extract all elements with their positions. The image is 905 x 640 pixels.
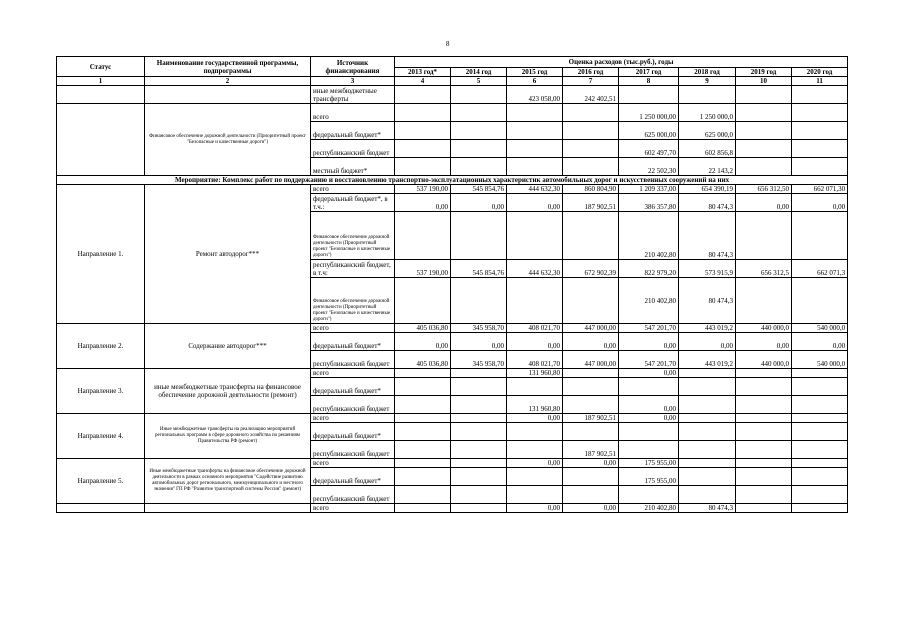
value-cell [736, 486, 792, 504]
value-cell: 545 854,76 [451, 185, 507, 194]
status-cell: Направление 4. [57, 414, 145, 459]
value-cell [395, 278, 451, 324]
budget-table [56, 56, 848, 513]
value-cell: 0,00 [619, 414, 679, 423]
value-cell: 537 190,00 [395, 260, 451, 278]
status-cell: Направление 1. [57, 185, 145, 324]
value-cell: 602 856,8 [679, 140, 736, 158]
value-cell: 654 390,19 [679, 185, 736, 194]
status-cell: Направление 3. [57, 369, 145, 414]
header-program: Наименование государственной программы, подпрограммы [145, 57, 311, 77]
source-cell: республиканский бюджет [311, 351, 395, 369]
value-cell [792, 414, 848, 423]
value-cell: 0,00 [792, 333, 848, 351]
value-cell [395, 369, 451, 378]
value-cell: 187 902,51 [563, 194, 619, 212]
table-row [57, 86, 848, 104]
table-row [57, 324, 848, 333]
value-cell [736, 378, 792, 396]
source-cell: всего [311, 324, 395, 333]
value-cell [563, 122, 619, 140]
value-cell [736, 468, 792, 486]
source-cell: всего [311, 459, 395, 468]
value-cell [792, 378, 848, 396]
value-cell [395, 212, 451, 260]
status-cell: Направление 5. [57, 459, 145, 504]
value-cell [736, 86, 792, 104]
value-cell: 0,00 [507, 504, 563, 513]
value-cell [619, 86, 679, 104]
value-cell: 131 960,80 [507, 369, 563, 378]
value-cell [563, 369, 619, 378]
value-cell: 175 955,00 [619, 468, 679, 486]
program-name: Иные межбюджетные трансферты на финансовое обеспечение дорожной деятельности в рамках основного мероприятия "Содействие развитию автомобильных дорог регионального, межмуниципального и местного значения" ГП РФ "Развитие транспортной системы России" (ремонт) [145, 459, 311, 504]
value-cell [395, 468, 451, 486]
value-cell [563, 278, 619, 324]
value-cell [792, 122, 848, 140]
value-cell [395, 396, 451, 414]
value-cell [507, 158, 563, 176]
value-cell [451, 459, 507, 468]
value-cell: 444 632,30 [507, 260, 563, 278]
value-cell [736, 104, 792, 122]
value-cell: 443 019,2 [679, 351, 736, 369]
header-year: 2013 год* [395, 68, 451, 77]
value-cell [619, 486, 679, 504]
value-cell [451, 122, 507, 140]
program-name: Финансовое обеспечение дорожной деятельности (Приоритетный проект "Безопасные и качественные дороги") [145, 104, 311, 176]
value-cell: 80 474,3 [679, 212, 736, 260]
value-cell [395, 140, 451, 158]
value-cell: 210 402,80 [619, 212, 679, 260]
value-cell [679, 414, 736, 423]
value-cell: 22 502,30 [619, 158, 679, 176]
value-cell [736, 459, 792, 468]
value-cell [451, 140, 507, 158]
value-cell [736, 122, 792, 140]
value-cell [395, 504, 451, 513]
value-cell [736, 212, 792, 260]
value-cell: 447 000,00 [563, 351, 619, 369]
value-cell: 0,00 [395, 194, 451, 212]
value-cell: 0,00 [679, 333, 736, 351]
col-number: 4 [395, 77, 451, 86]
table-row [57, 459, 848, 468]
value-cell: 242 402,51 [563, 86, 619, 104]
source-cell: всего [311, 185, 395, 194]
header-year: 2015 год [507, 68, 563, 77]
value-cell [451, 486, 507, 504]
value-cell [792, 86, 848, 104]
value-cell [451, 378, 507, 396]
value-cell [736, 278, 792, 324]
value-cell [507, 423, 563, 441]
table-row [57, 504, 848, 513]
value-cell [507, 468, 563, 486]
value-cell: 440 000,0 [736, 324, 792, 333]
value-cell: 408 021,70 [507, 324, 563, 333]
value-cell [451, 158, 507, 176]
header-year: 2014 год [451, 68, 507, 77]
value-cell [792, 104, 848, 122]
source-cell: федеральный бюджет*, в т.ч.: [311, 194, 395, 212]
value-cell: 822 979,20 [619, 260, 679, 278]
value-cell [792, 459, 848, 468]
value-cell [792, 396, 848, 414]
value-cell [792, 278, 848, 324]
value-cell [451, 212, 507, 260]
value-cell [451, 423, 507, 441]
value-cell: 1 209 337,00 [619, 185, 679, 194]
source-cell: республиканский бюджет [311, 396, 395, 414]
value-cell: 175 955,00 [619, 459, 679, 468]
source-cell: федеральный бюджет* [311, 378, 395, 396]
value-cell [395, 486, 451, 504]
source-cell: федеральный бюджет* [311, 423, 395, 441]
value-cell: 443 019,2 [679, 324, 736, 333]
table-row [57, 369, 848, 378]
value-cell: 0,00 [736, 333, 792, 351]
value-cell: 210 402,80 [619, 504, 679, 513]
value-cell: 444 632,30 [507, 185, 563, 194]
value-cell: 187 902,51 [563, 414, 619, 423]
program-name: Содержание автодорог*** [145, 324, 311, 369]
value-cell [792, 486, 848, 504]
value-cell [792, 423, 848, 441]
value-cell: 0,00 [507, 414, 563, 423]
value-cell [395, 122, 451, 140]
value-cell [507, 104, 563, 122]
col-number: 2 [145, 77, 311, 86]
value-cell: 187 902,51 [563, 441, 619, 459]
header-estimate: Оценка расходов (тыс.руб.), годы [395, 57, 848, 68]
source-cell: иные межбюджетные трансферты [311, 86, 395, 104]
value-cell [451, 396, 507, 414]
value-cell [736, 140, 792, 158]
value-cell [507, 212, 563, 260]
value-cell: 345 958,70 [451, 324, 507, 333]
value-cell [563, 468, 619, 486]
value-cell: 602 497,70 [619, 140, 679, 158]
value-cell: 860 804,90 [563, 185, 619, 194]
value-cell [679, 86, 736, 104]
program-name: иные межбюджетные трансферты на финансовое обеспечение дорожной деятельности (ремонт) [145, 369, 311, 414]
value-cell: 0,00 [507, 194, 563, 212]
value-cell [736, 441, 792, 459]
value-cell: 0,00 [507, 333, 563, 351]
value-cell [563, 378, 619, 396]
value-cell [679, 459, 736, 468]
value-cell [736, 504, 792, 513]
source-cell: Финансовое обеспечение дорожной деятельности (Приоритетный проект "Безопасные и качественные дороги") [311, 278, 395, 324]
source-cell: республиканский бюджет [311, 486, 395, 504]
value-cell: 80 474,3 [679, 278, 736, 324]
source-cell: республиканский бюджет, в т.ч: [311, 260, 395, 278]
header-source: Источник финансирования [311, 57, 395, 77]
value-cell [563, 140, 619, 158]
value-cell [395, 158, 451, 176]
source-cell: республиканский бюджет [311, 441, 395, 459]
value-cell: 210 402,80 [619, 278, 679, 324]
value-cell: 656 312,5 [736, 260, 792, 278]
source-cell: всего [311, 104, 395, 122]
value-cell: 0,00 [451, 194, 507, 212]
value-cell: 656 312,50 [736, 185, 792, 194]
value-cell [507, 378, 563, 396]
value-cell [395, 441, 451, 459]
value-cell [736, 414, 792, 423]
value-cell [679, 396, 736, 414]
page-number: 8 [446, 40, 450, 48]
col-number: 8 [619, 77, 679, 86]
value-cell [451, 468, 507, 486]
value-cell: 386 357,80 [619, 194, 679, 212]
header-status: Статус [57, 57, 145, 77]
value-cell [736, 396, 792, 414]
program-name: Иные межбюджетные трансферты на реализацию мероприятий региональных программ в сфере дорожного хозяйства по решениям Правительства РФ (ремонт) [145, 414, 311, 459]
value-cell: 0,00 [451, 333, 507, 351]
value-cell [507, 140, 563, 158]
value-cell: 672 902,39 [563, 260, 619, 278]
value-cell: 1 250 000,0 [679, 104, 736, 122]
value-cell: 405 036,80 [395, 351, 451, 369]
source-cell: всего [311, 369, 395, 378]
value-cell [395, 378, 451, 396]
value-cell [451, 278, 507, 324]
value-cell [451, 369, 507, 378]
value-cell: 0,00 [563, 459, 619, 468]
value-cell [679, 369, 736, 378]
value-cell: 662 071,30 [792, 185, 848, 194]
status-cell: Направление 2. [57, 324, 145, 369]
value-cell: 22 143,2 [679, 158, 736, 176]
col-number: 9 [679, 77, 736, 86]
event-row [57, 176, 848, 185]
header-year: 2018 год [679, 68, 736, 77]
value-cell [792, 441, 848, 459]
value-cell: 662 071,3 [792, 260, 848, 278]
value-cell: 547 201,70 [619, 324, 679, 333]
value-cell [736, 423, 792, 441]
value-cell [792, 140, 848, 158]
col-number: 5 [451, 77, 507, 86]
value-cell [451, 441, 507, 459]
value-cell: 80 474,3 [679, 504, 736, 513]
value-cell: 405 036,80 [395, 324, 451, 333]
value-cell [792, 158, 848, 176]
source-cell: местный бюджет* [311, 158, 395, 176]
value-cell [563, 158, 619, 176]
value-cell [563, 423, 619, 441]
value-cell: 440 000,0 [736, 351, 792, 369]
header-year: 2020 год [792, 68, 848, 77]
value-cell [395, 86, 451, 104]
table-row [57, 414, 848, 423]
value-cell: 0,00 [395, 333, 451, 351]
header-year: 2016 год [563, 68, 619, 77]
value-cell [619, 378, 679, 396]
value-cell: 625 000,00 [619, 122, 679, 140]
value-cell: 0,00 [563, 504, 619, 513]
value-cell [792, 212, 848, 260]
col-number: 3 [311, 77, 395, 86]
value-cell [792, 468, 848, 486]
value-cell: 547 201,70 [619, 351, 679, 369]
value-cell: 0,00 [507, 459, 563, 468]
source-cell: республиканский бюджет [311, 140, 395, 158]
value-cell: 345 958,70 [451, 351, 507, 369]
value-cell [507, 441, 563, 459]
source-cell: федеральный бюджет* [311, 122, 395, 140]
value-cell [563, 486, 619, 504]
value-cell [395, 459, 451, 468]
value-cell [395, 423, 451, 441]
table-row [57, 104, 848, 122]
value-cell: 0,00 [563, 333, 619, 351]
value-cell [679, 423, 736, 441]
source-cell: всего [311, 504, 395, 513]
value-cell [395, 414, 451, 423]
value-cell [736, 369, 792, 378]
value-cell: 131 960,80 [507, 396, 563, 414]
value-cell [507, 122, 563, 140]
col-number: 7 [563, 77, 619, 86]
value-cell [451, 414, 507, 423]
program-name: Ремонт автодорог*** [145, 185, 311, 324]
value-cell: 423 058,00 [507, 86, 563, 104]
value-cell: 540 000,0 [792, 351, 848, 369]
value-cell [563, 212, 619, 260]
value-cell [619, 423, 679, 441]
table-row [57, 185, 848, 194]
col-number: 1 [57, 77, 145, 86]
value-cell [395, 104, 451, 122]
event-title: Мероприятие: Комплекс работ по поддержанию и восстановлению транспортно-эксплуатационных характеристик автомобильных дорог и искусственных сооружений на них [57, 176, 848, 185]
value-cell [679, 486, 736, 504]
value-cell: 0,00 [792, 194, 848, 212]
col-number: 6 [507, 77, 563, 86]
col-number: 10 [736, 77, 792, 86]
source-cell: всего [311, 414, 395, 423]
value-cell [619, 441, 679, 459]
value-cell: 540 000,0 [792, 324, 848, 333]
value-cell: 80 474,3 [679, 194, 736, 212]
value-cell [679, 378, 736, 396]
value-cell: 537 190,00 [395, 185, 451, 194]
value-cell [679, 468, 736, 486]
value-cell [563, 396, 619, 414]
value-cell: 0,00 [619, 396, 679, 414]
value-cell [451, 104, 507, 122]
value-cell: 545 854,76 [451, 260, 507, 278]
source-cell: Финансовое обеспечение дорожной деятельности (Приоритетный проект "Безопасные и качественные дороги") [311, 212, 395, 260]
value-cell [792, 369, 848, 378]
source-cell: федеральный бюджет* [311, 468, 395, 486]
value-cell [451, 86, 507, 104]
value-cell: 0,00 [619, 333, 679, 351]
value-cell [507, 278, 563, 324]
value-cell: 447 000,00 [563, 324, 619, 333]
value-cell: 1 250 000,00 [619, 104, 679, 122]
value-cell: 625 000,0 [679, 122, 736, 140]
value-cell: 0,00 [619, 369, 679, 378]
value-cell: 573 915,9 [679, 260, 736, 278]
header-year: 2019 год [736, 68, 792, 77]
source-cell: федеральный бюджет* [311, 333, 395, 351]
value-cell [679, 441, 736, 459]
value-cell [563, 104, 619, 122]
col-number: 11 [792, 77, 848, 86]
header-year: 2017 год [619, 68, 679, 77]
value-cell: 408 021,70 [507, 351, 563, 369]
value-cell: 0,00 [736, 194, 792, 212]
value-cell [792, 504, 848, 513]
value-cell [736, 158, 792, 176]
value-cell [507, 486, 563, 504]
value-cell [451, 504, 507, 513]
